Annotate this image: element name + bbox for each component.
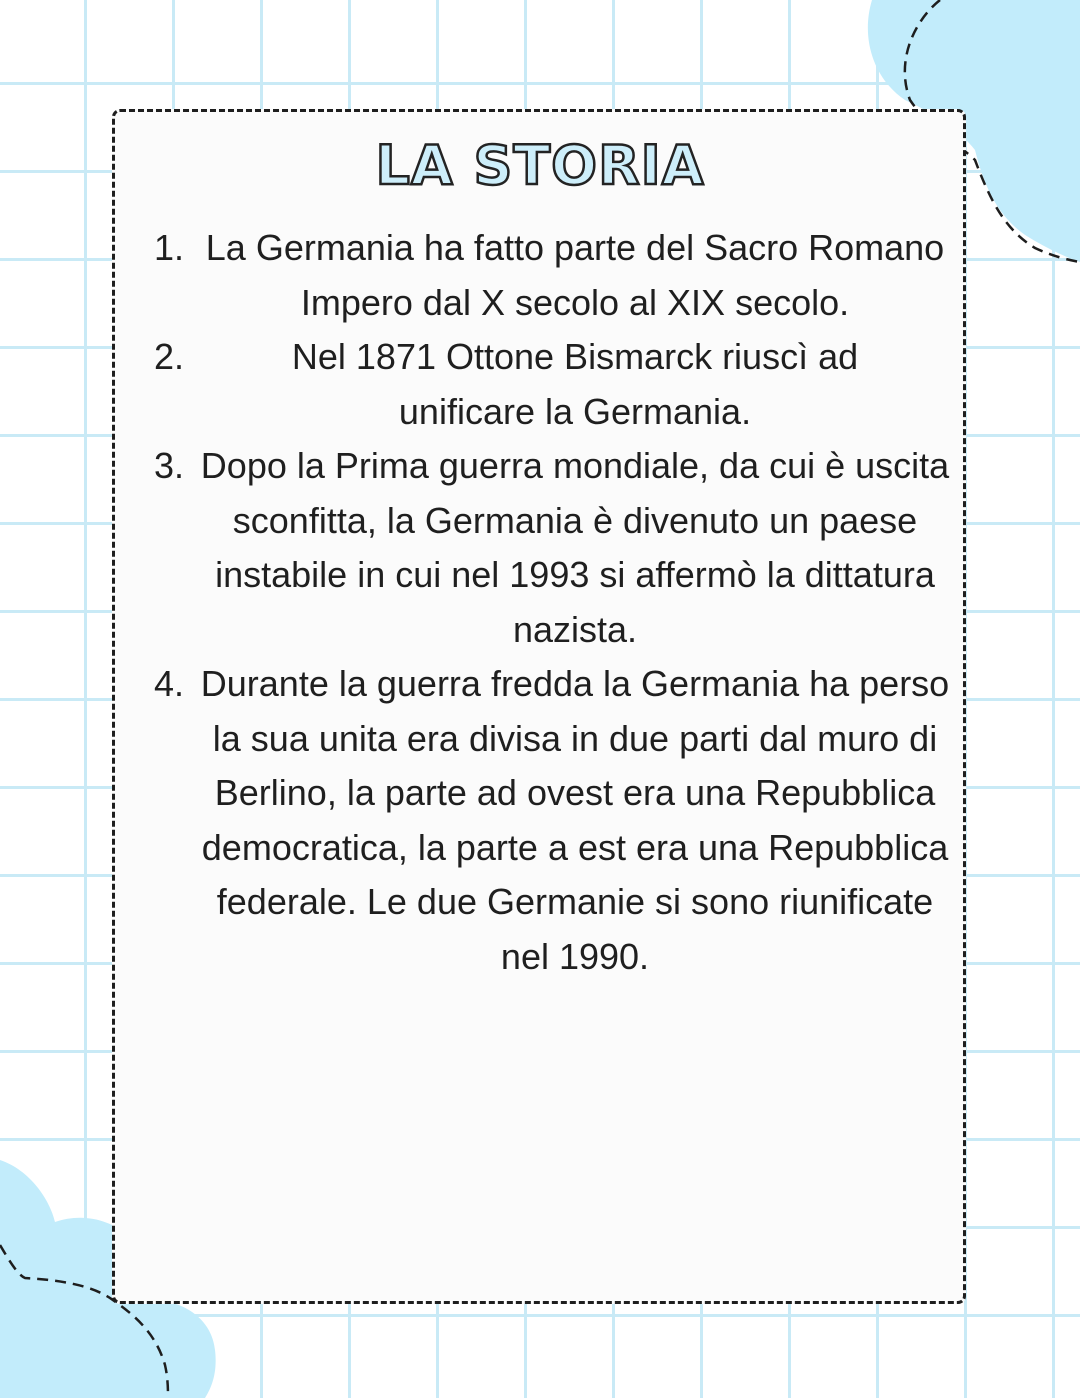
list-item-text: Nel 1871 Ottone Bismarck riuscì ad unificare la Germania.: [291, 336, 859, 432]
list-item-number: 2.: [154, 336, 185, 377]
page-title: LA STORIA: [375, 134, 705, 197]
list-item-number: 3.: [154, 445, 185, 486]
list-item-text: La Germania ha fatto parte del Sacro Romano Impero dal X secolo al XIX secolo.: [205, 227, 945, 323]
list-item-text: Dopo la Prima guerra mondiale, da cui è uscita sconfitta, la Germania è divenuto un paese instabile in cui nel 1993 si affermò la dittatura nazista.: [200, 445, 950, 650]
list-item-text: Durante la guerra fredda la Germania ha perso la sua unita era divisa in due parti dal muro di Berlino, la parte ad ovest era una Repubblica democratica, la parte a est era una Repubblica federale. Le due Germanie si sono riunificate nel 1990.: [200, 663, 950, 977]
list-item-number: 1.: [154, 227, 185, 268]
list-item-number: 4.: [154, 663, 185, 704]
